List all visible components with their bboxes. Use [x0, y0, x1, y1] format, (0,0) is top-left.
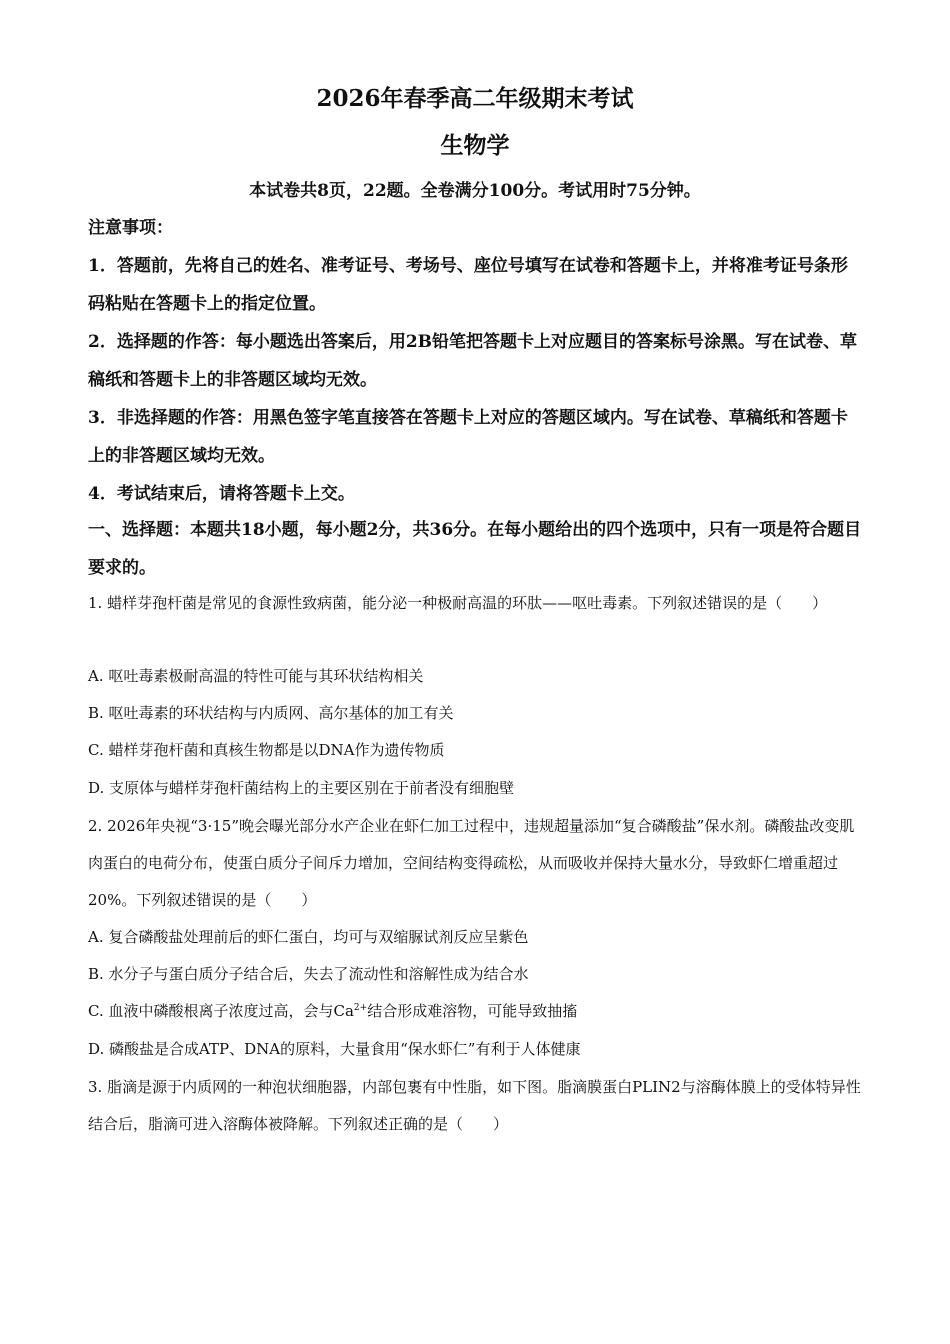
question-2-option-a: A. 复合磷酸盐处理前后的虾仁蛋白，均可与双缩脲试剂反应呈紫色 [88, 928, 529, 946]
question-2-option-c [88, 998, 863, 1024]
question-1-stem: 1. 蜡样芽孢杆菌是常见的食源性致病菌，能分泌一种极耐高温的环肽——呕吐毒素。下列叙述错误的是（ ） [88, 594, 828, 612]
exam-info: 本试卷共8页，22题。全卷满分100分。考试用时75分钟。 [249, 181, 701, 201]
note-item-3: 3．非选择题的作答：用黑色签字笔直接答在答题卡上对应的答题区域内。写在试卷、草稿纸和答题卡上的非答题区域均无效。 [88, 408, 848, 466]
note-item-4: 4．考试结束后，请将答题卡上交。 [88, 484, 355, 504]
subject-title: 生物学 [440, 132, 510, 159]
notes-heading: 注意事项： [88, 218, 173, 238]
calcium-charge: 2+ [353, 1003, 368, 1013]
question-2-option-d: D. 磷酸盐是合成ATP、DNA的原料，大量食用“保水虾仁”有利于人体健康 [88, 1040, 581, 1058]
question-2-option-b: B. 水分子与蛋白质分子结合后，失去了流动性和溶解性成为结合水 [88, 965, 529, 983]
section-heading: 一、选择题：本题共18小题，每小题2分，共36分。在每小题给出的四个选项中，只有一项是符合题目要求的。 [88, 520, 862, 578]
question-1-option-d: D. 支原体与蜡样芽孢杆菌结构上的主要区别在于前者没有细胞壁 [88, 779, 515, 797]
question-1-option-c: C. 蜡样芽孢杆菌和真核生物都是以DNA作为遗传物质 [88, 741, 445, 759]
question-1-option-a: A. 呕吐毒素极耐高温的特性可能与其环状结构相关 [88, 667, 424, 685]
question-1-option-b: B. 呕吐毒素的环状结构与内质网、高尔基体的加工有关 [88, 704, 454, 722]
question-3-stem: 3. 脂滴是源于内质网的一种泡状细胞器，内部包裹有中性脂，如下图。脂滴膜蛋白PLIN2与溶酶体膜上的受体特异性结合后，脂滴可进入溶酶体被降解。下列叙述正确的是（ ） [88, 1078, 861, 1133]
note-item-2: 2．选择题的作答：每小题选出答案后，用2B铅笔把答题卡上对应题目的答案标号涂黑。写在试卷、草稿纸和答题卡上的非答题区域均无效。 [88, 332, 858, 390]
question-2-stem: 2. 2026年央视“3·15”晚会曝光部分水产企业在虾仁加工过程中，违规超量添加“复合磷酸盐”保水剂。磷酸盐改变肌肉蛋白的电荷分布，使蛋白质分子间斥力增加，空间结构变得疏松，从而吸收并保持大量水分，导致虾仁增重超过20%。下列叙述错误的是（ ） [88, 817, 855, 909]
exam-title: 2026年春季高二年级期末考试 [316, 85, 634, 112]
option-c-text: C. 血液中磷酸根离子浓度过高，会与Ca [88, 1002, 354, 1020]
option-c-tail: 结合形成难溶物，可能导致抽搐 [367, 1002, 578, 1020]
note-item-1: 1．答题前，先将自己的姓名、准考证号、考场号、座位号填写在试卷和答题卡上，并将准考证号条形码粘贴在答题卡上的指定位置。 [88, 256, 848, 314]
